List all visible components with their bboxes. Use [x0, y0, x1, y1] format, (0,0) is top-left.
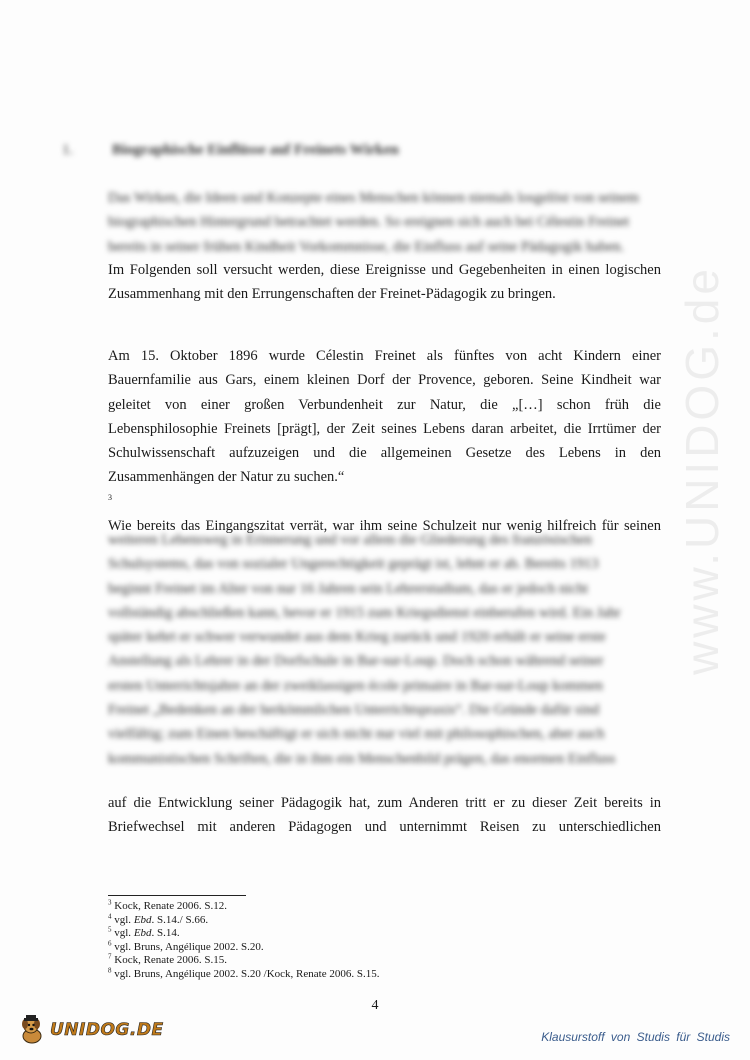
text-line: Im Folgenden soll versucht werden, diese Ereignisse und Gegebenheiten in einen logischen — [108, 262, 661, 278]
blurred-line: Freinet „Bedenken an der herkömmlichen Unterrichtspraxis“. Die Gründe dafür sind — [108, 702, 600, 719]
text-line: Zusammenhängen der Natur zu suchen.“ $^3$ — [108, 469, 345, 502]
footnote-number: 7 — [108, 952, 112, 961]
intro-visible-text — [108, 258, 661, 307]
dog-mascot-icon — [16, 1014, 48, 1046]
footnote-item: $^4$ vgl. Ebd. S.14./ S.66. — [108, 911, 209, 926]
text-line: auf die Entwicklung seiner Pädagogik hat, zum Anderen tritt er zu dieser Zeit bereits in — [108, 795, 661, 811]
section-title: Biographische Einflüsse auf Freinets Wirken — [112, 142, 399, 158]
text-line: Lebensphilosophie Freinets [prägt], der Zeit seines Lebens daran arbeitet, die Irrtümer der — [108, 420, 661, 437]
text-line: Briefwechsel mit anderen Pädagogen und unternimmt Reisen zu unterschiedlichen — [108, 819, 661, 836]
footnote-item: $^7$ Kock, Renate 2006. S.15. — [108, 952, 227, 966]
blurred-body — [108, 528, 661, 821]
footnote-number: 4 — [108, 911, 112, 920]
text-line: Schulwissenschaft aufzuzeigen und die allgemeinen Gesetze des Lebens in den — [108, 445, 661, 462]
footnote-divider — [108, 895, 246, 896]
blurred-line: vollständig abschließen kann, bevor er 1915 zum Kriegsdienst einberufen wird. Ein Jahr — [108, 604, 621, 621]
blurred-line: später kehrt er schwer verwundet aus dem Krieg zurück und 1920 erhält er seine erste — [108, 629, 606, 646]
blurred-line: bereits in seiner frühen Kindheit Vorkommnisse, die Einfluss auf seine Pädagogik haben. — [108, 238, 625, 255]
footnote-italic: Ebd — [133, 913, 152, 926]
text-line: Zusammenhang mit den Errungenschaften der Freinet-Pädagogik zu bringen. — [108, 286, 556, 303]
unidog-logo[interactable] — [16, 1014, 164, 1046]
footer-tagline: Klausurstoff von Studis für Studis — [541, 1030, 730, 1044]
footnote-item: $^6$ vgl. Bruns, Angélique 2002. S.20. — [108, 938, 264, 953]
blurred-line: ersten Unterrichtsjahre an der zweiklassigen école primaire in Bar-sur-Loup kommen — [108, 677, 604, 694]
blurred-line: Das Wirken, die Ideen und Konzepte eines Menschen können niemals losgelöst von seinem — [108, 190, 640, 206]
text-line: Wie bereits das Eingangszitat verrät, war ihm seine Schulzeit nur wenig hilfreich für seinen — [108, 518, 661, 535]
footnote-item: $^3$ Kock, Renate 2006. S.12. — [108, 898, 227, 912]
footnote-ref: 3 — [108, 492, 112, 502]
footnote-number: 6 — [108, 938, 112, 947]
blurred-line: Schulsystems, das von sozialer Ungerechtigkeit geprägt ist, lehnt er ab. Bereits 1913 — [108, 556, 599, 573]
blurred-line: weiteren Lebensweg in Erinnerung und vor allem die Gliederung des französischen — [108, 532, 592, 548]
blurred-line: beginnt Freinet im Alter von nur 16 Jahren sein Lehrerstudium, das er jedoch nicht — [108, 580, 588, 597]
blurred-line: Anstellung als Lehrer in der Dorfschule in Bar-sur-Loup. Doch schon während seiner — [108, 653, 604, 670]
footnote-italic: Ebd — [133, 927, 152, 939]
blurred-intro — [108, 186, 661, 258]
watermark: www.UNIDOG.de — [676, 265, 728, 675]
closing-paragraph — [108, 791, 661, 840]
blurred-line: kommunistischen Schriften, die in ihm ein Menschenbild prägen, das enormen Einfluss — [108, 750, 616, 767]
footnote-number: 5 — [108, 925, 112, 934]
footnote-item: $^8$ vgl. Bruns, Angélique 2002. S.20 /Kock, Renate 2006. S.15. — [108, 965, 380, 980]
footnotes — [108, 900, 379, 981]
blurred-line: vielfältig; zum Einen beschäftigt er sich nicht nur viel mit philosophischen, aber auch — [108, 726, 605, 743]
logo-text: UNIDOG.DE — [50, 1020, 164, 1040]
page-number: 4 — [371, 998, 379, 1013]
blurred-line: biographischen Hintergrund betrachtet werden. So ereignen sich auch bei Célestin Freinet — [108, 214, 630, 231]
footnote-number: 3 — [108, 898, 112, 907]
section-number: 1. — [62, 142, 74, 158]
text-line: geleitet von einer großen Verbundenheit zur Natur, die „[…] schon früh die — [108, 396, 661, 413]
biography-paragraph — [108, 344, 661, 538]
text-line: Am 15. Oktober 1896 wurde Célestin Freinet als fünftes von acht Kindern einer — [108, 348, 661, 364]
intro-paragraph — [108, 186, 661, 307]
footnote-item: $^5$ vgl. Ebd. S.14. — [108, 925, 180, 939]
text-line: Bauernfamilie aus Gars, einem kleinen Dorf der Provence, geboren. Seine Kindheit war — [108, 372, 661, 389]
footnote-number: 8 — [108, 965, 112, 974]
section-heading — [62, 142, 399, 159]
